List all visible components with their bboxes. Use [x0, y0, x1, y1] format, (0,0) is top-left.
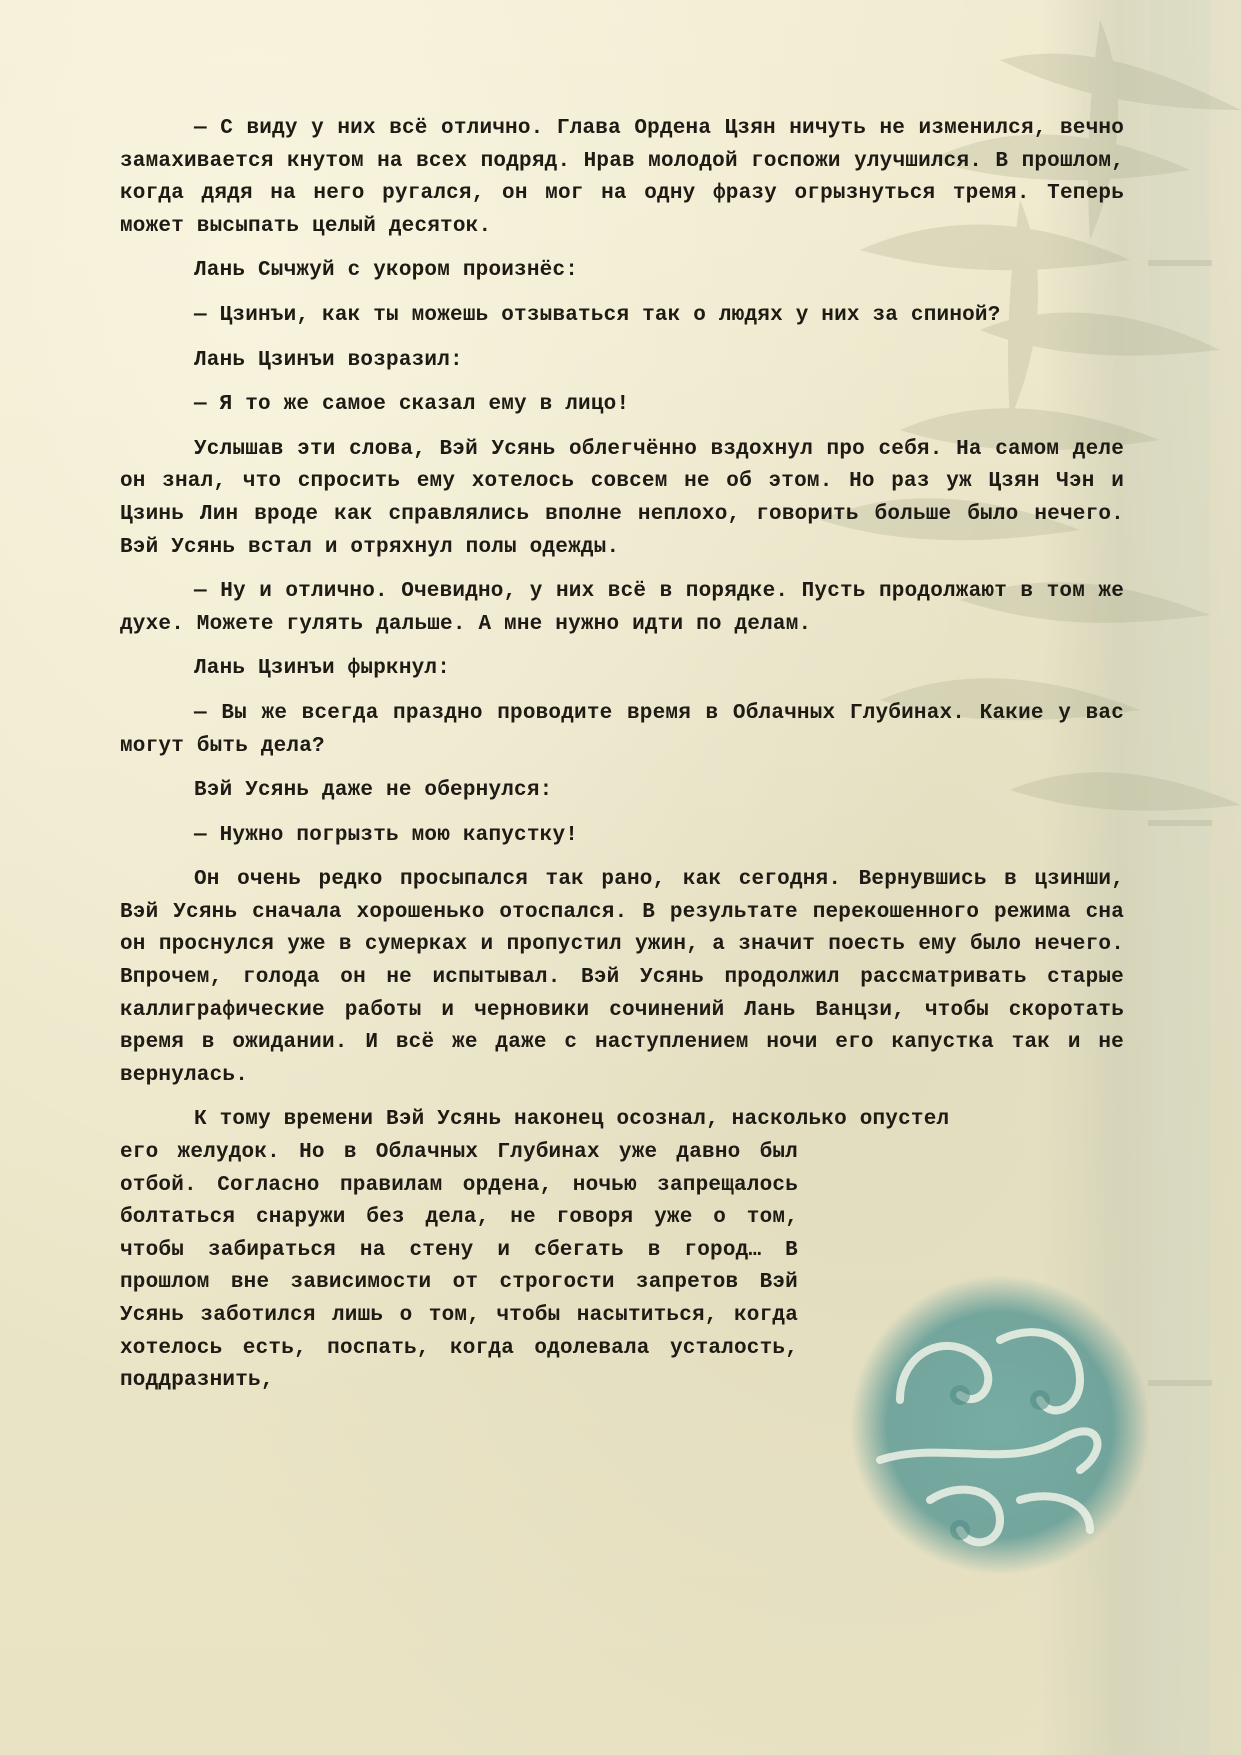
paragraph: Лань Сычжуй с укором произнёс:	[194, 259, 579, 283]
paragraph: — С виду у них всё отлично. Глава Ордена Цзян ничуть не изменился, вечно замахивается кнутом на всех подряд. Нрав молодой госпожи улучшился. В прошлом, когда дядя на него ругался, он мог на одну фразу огрызнуться тремя. Теперь может высыпать целый десяток.	[120, 117, 1124, 238]
paragraph: Вэй Усянь даже не обернулся:	[194, 779, 553, 803]
paragraph: Он очень редко просыпался так рано, как сегодня. Вернувшись в цзинши, Вэй Усянь сначала хорошенько отоспался. В результате перекошенного режима сна он проснулся уже в сумерках и пропустил ужин, а значит поесть ему было нечего. Впрочем, голода он не испытывал. Вэй Усянь продолжил рассматривать старые каллиграфические работы и черновики сочинений Лань Ванцзи, чтобы скоротать время в ожидании. И всё же даже с наступлением ночи его капустка так и не вернулась.	[120, 868, 1124, 1087]
paragraph: Лань Цзинъи фыркнул:	[194, 657, 451, 681]
paragraph: — Я то же самое сказал ему в лицо!	[194, 393, 630, 417]
paragraph: — Вы же всегда праздно проводите время в Облачных Глубинах. Какие у вас могут быть дела?	[120, 701, 1124, 758]
paragraph: — Нужно погрызть мою капустку!	[194, 823, 579, 847]
paragraph: Услышав эти слова, Вэй Усянь облегчённо вздохнул про себя. На самом деле он знал, что спросить ему хотелось совсем не об этом. Но раз уж Цзян Чэн и Цзинь Лин вроде как справлялись вполне неплохо, говорить больше было нечего. Вэй Усянь встал и отряхнул полы одежды.	[120, 437, 1124, 559]
paragraph: — Ну и отлично. Очевидно, у них всё в порядке. Пусть продолжают в том же духе. Можете гулять дальше. А мне нужно идти по делам.	[120, 580, 1124, 636]
paragraph-last-rest: его желудок. Но в Облачных Глубинах уже давно был отбой. Согласно правилам ордена, ночью запрещалось болтаться снаружи без дела, не говоря уже о том, чтобы забираться на стену и сбегать в город… В прошлом вне зависимости от строгости запретов Вэй Усянь заботился лишь о том, чтобы насытиться, когда хотелось есть, поспать, когда одолевала усталость, поддразнить,	[120, 1141, 798, 1393]
paragraph: Лань Цзинъи возразил:	[194, 348, 463, 372]
paragraph-last-lead: К тому времени Вэй Усянь наконец осознал, насколько опустел	[194, 1108, 950, 1132]
paragraph-last	[120, 1104, 950, 1397]
paragraph: — Цзинъи, как ты можешь отзываться так о людях у них за спиной?	[194, 303, 1001, 327]
body-text	[120, 113, 1124, 1410]
